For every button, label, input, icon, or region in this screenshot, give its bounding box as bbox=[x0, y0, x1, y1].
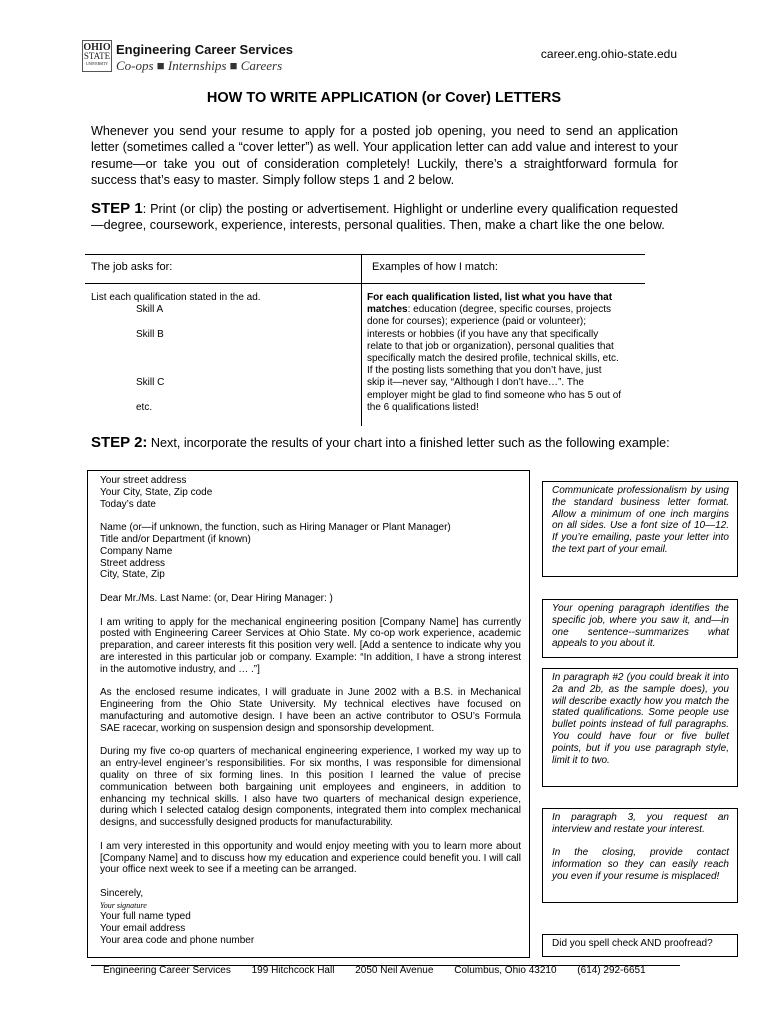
step1-text: : Print (or clip) the posting or advertisement. Highlight or underline every qualification requested—degree, coursework, experience, interests, personal qualities. Then, make a chart like the one below. bbox=[91, 202, 678, 232]
note-paragraph-3-closing bbox=[542, 808, 738, 903]
sender-block bbox=[100, 475, 521, 510]
chart-left-item: Skill A bbox=[136, 304, 164, 316]
note-text: Communicate professionalism by using the standard business letter format. Allow a minimum of one inch margins on all sides. Use a font size of 10—12. If you’re emailing, paste your letter into the text part of your email. bbox=[552, 485, 729, 555]
seal-line-3: UNIVERSITY bbox=[86, 61, 108, 66]
footer-building: 199 Hitchcock Hall bbox=[251, 965, 335, 976]
letter-paragraph-closing: I am very interested in this opportunity and would enjoy meeting with you to learn more about [Company Name] and to discuss how my education and experience could benefit you. I will call your office next week to see if a meeting can be arranged. bbox=[100, 840, 521, 876]
chart-top-rule bbox=[85, 254, 645, 255]
chart-left-item: Skill B bbox=[136, 328, 164, 340]
org-name: Engineering Career Services bbox=[116, 42, 294, 57]
ohio-state-seal-logo bbox=[82, 40, 112, 72]
note-text: In paragraph #2 (you could break it into 2a and 2b, as the sample does), you will describe exactly how you match the stated qualifications. Some people use bullet points instead of full paragraphs. You could have four or five bullet points, but if you use paragraph style, limit it to two. bbox=[552, 672, 729, 766]
sender-line: Today’s date bbox=[100, 498, 156, 510]
step2-label: STEP 2: bbox=[91, 434, 148, 451]
sender-line: Your street address bbox=[100, 475, 187, 486]
note-spellcheck bbox=[542, 934, 738, 957]
header-url: career.eng.ohio-state.edu bbox=[540, 47, 677, 61]
footer bbox=[103, 965, 664, 976]
page-title: HOW TO WRITE APPLICATION (or Cover) LETTERS bbox=[206, 90, 562, 106]
chart-right-column bbox=[367, 292, 622, 414]
recipient-line: City, State, Zip bbox=[100, 569, 165, 581]
letter-paragraph-opening: I am writing to apply for the mechanical engineering position [Company Name] has currently posted with Engineering Career Services at Ohio State. My co-op work experience, academic preparation, and career interests fit this position very well. [Add a sentence to indicate why you are interested in this particular job or company. Example: “In addition, I have a strong interest in the automotive industry, and … .”] bbox=[100, 616, 521, 675]
step1-label: STEP 1 bbox=[91, 200, 143, 217]
footer-org: Engineering Career Services bbox=[103, 965, 231, 976]
letter-paragraph-experience: During my five co-op quarters of mechanical engineering experience, I worked my way up to an entry-level engineer’s responsibilities. For six months, I was responsible for dimensional quality on three of six forming lines. In this position I learned the value of precise communication between both bargaining unit employees and engineers, in addition to enhancing my technical skills. I also have two quarters of mechanical design experience, during which I selected catalog design components, integrated them into complex mechanical designs, and successfully designed products for manufacturability. bbox=[100, 746, 521, 829]
chart-right-bold: For each qualification listed, list what you have that matches bbox=[367, 292, 613, 316]
chart-left-item bbox=[91, 365, 261, 377]
footer-street: 2050 Neil Avenue bbox=[355, 965, 434, 976]
recipient-line: Title and/or Department (if known) bbox=[100, 533, 251, 545]
chart-column-divider bbox=[361, 254, 362, 426]
note-opening-paragraph bbox=[542, 599, 738, 658]
chart-right-text: : education (degree, specific courses, projects done for courses); experience (paid or volunteer); interests or hobbies (if you have any that specifically relate to that job or organization), personal qualities that specifically match the desired profile, technical skills, etc. If the posting lists something that you don’t have, just skip it—never say, “Although I don’t have…”. The employer might be glad to find someone who has 5 out of the 6 qualifications listed! bbox=[367, 304, 622, 413]
note-text: In the closing, provide contact information so they can easily reach you even if your resume is misplaced! bbox=[552, 847, 729, 882]
footer-city: Columbus, Ohio 43210 bbox=[454, 965, 557, 976]
salutation: Dear Mr./Ms. Last Name: (or, Dear Hiring Manager: ) bbox=[100, 592, 333, 604]
chart-left-item bbox=[91, 390, 261, 402]
recipient-line: Company Name bbox=[100, 545, 173, 557]
step2-text: Next, incorporate the results of your chart into a finished letter such as the following example: bbox=[147, 436, 670, 450]
footer-phone: (614) 292-6651 bbox=[577, 965, 646, 976]
chart-left-item bbox=[91, 353, 261, 365]
seal-line-2: STATE bbox=[83, 51, 111, 61]
chart-header-job-asks: The job asks for: bbox=[91, 261, 173, 273]
org-tagline: Co-ops ■ Internships ■ Careers bbox=[116, 58, 283, 73]
chart-header-rule bbox=[85, 283, 645, 284]
chart-left-item: etc. bbox=[136, 401, 153, 413]
recipient-block bbox=[100, 522, 521, 581]
signoff-line: Your area code and phone number bbox=[100, 935, 255, 947]
chart-left-column bbox=[91, 292, 261, 414]
recipient-line: Street address bbox=[100, 557, 166, 569]
signoff-line: Your email address bbox=[100, 923, 186, 935]
sample-letter bbox=[100, 475, 521, 947]
step1-paragraph bbox=[91, 201, 678, 233]
closing: Sincerely, bbox=[100, 887, 144, 899]
note-paragraph-2 bbox=[542, 668, 738, 787]
signoff-line: Your full name typed bbox=[100, 911, 191, 923]
letter-paragraph-education: As the enclosed resume indicates, I will graduate in June 2002 with a B.S. in Mechanical Engineering from the Ohio State University. My technical electives have focused on manufacturing and automotive design. I have been an active contributor to OSU’s Formula SAE racecar, working on suspension design and sponsorship development. bbox=[100, 687, 521, 734]
note-text: Your opening paragraph identifies the specific job, where you saw it, and—in one sentence--summarizes what appeals to you about it. bbox=[552, 603, 729, 650]
signature: Your signature bbox=[100, 900, 147, 910]
intro-paragraph: Whenever you send your resume to apply for a posted job opening, you need to send an application letter (sometimes called a “cover letter”) as well. Your application letter can add value and interest to your resume—or take you out of consideration completely! Luckily, there’s a straightforward formula for success that’s easy to master. Simply follow steps 1 and 2 below. bbox=[91, 124, 678, 187]
recipient-line: Name (or—if unknown, the function, such as Hiring Manager or Plant Manager) bbox=[100, 522, 451, 534]
seal-line-1: OHIO bbox=[83, 42, 111, 53]
note-professionalism bbox=[542, 481, 738, 577]
note-text: Did you spell check AND proofread? bbox=[552, 938, 713, 949]
step2-paragraph bbox=[91, 435, 691, 451]
chart-left-item bbox=[91, 341, 261, 353]
chart-left-item: Skill C bbox=[136, 377, 165, 389]
chart-left-item: List each qualification stated in the ad. bbox=[91, 292, 261, 303]
note-text: In paragraph 3, you request an interview and restate your interest. bbox=[552, 812, 729, 835]
sender-line: Your City, State, Zip code bbox=[100, 486, 213, 498]
chart-left-item bbox=[91, 316, 261, 328]
chart-header-how-i-match: Examples of how I match: bbox=[372, 261, 498, 273]
